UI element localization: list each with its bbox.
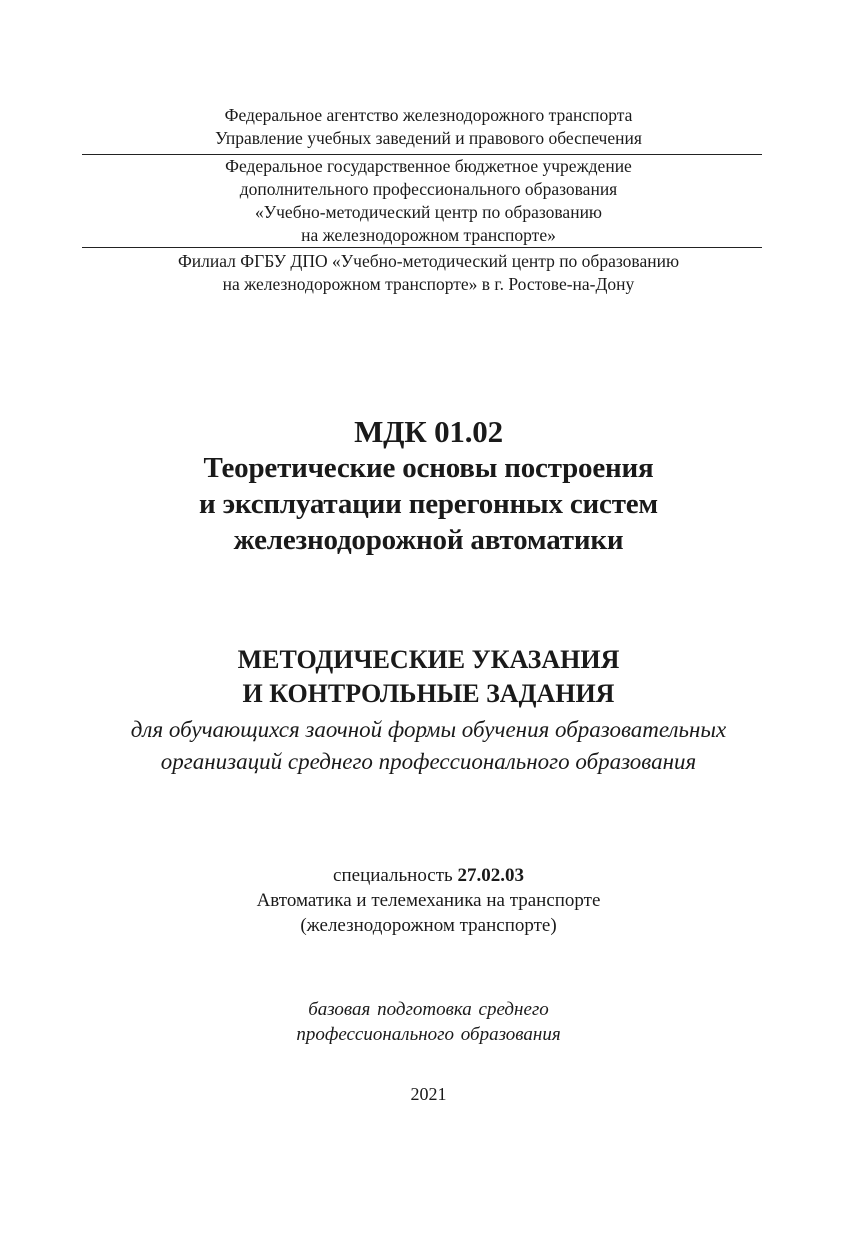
institution-line: «Учебно-методический центр по образованию <box>254 202 603 222</box>
institution-line: на железнодорожном транспорте» <box>301 225 556 245</box>
course-title-line: железнодорожной автоматики <box>233 524 624 556</box>
audience-line: организаций среднего профессионального образования <box>160 749 697 774</box>
branch-line: Филиал ФГБУ ДПО «Учебно-методический центр по образованию <box>177 251 680 271</box>
course-code: МДК 01.02 <box>354 414 503 449</box>
agency-block <box>0 104 857 150</box>
education-level-line: профессионального образования <box>296 1024 561 1045</box>
course-title-line: и эксплуатации перегонных систем <box>199 488 658 520</box>
branch-block <box>0 250 857 296</box>
specialty-label: специальность <box>333 865 453 886</box>
audience-line: для обучающихся заочной формы обучения образовательных <box>130 717 727 742</box>
agency-line: Федеральное агентство железнодорожного транспорта <box>224 105 633 125</box>
specialty-heading <box>0 863 857 888</box>
header-divider <box>82 247 762 248</box>
branch-line: на железнодорожном транспорте» в г. Ростове-на-Дону <box>222 274 635 294</box>
course-title-line: Теоретические основы построения <box>203 452 654 484</box>
education-level-block <box>0 997 857 1047</box>
publication-year: 2021 <box>410 1084 447 1104</box>
course-title-block <box>0 414 857 558</box>
agency-line: Управление учебных заведений и правового обеспечения <box>215 128 642 148</box>
institution-block <box>0 155 857 247</box>
specialty-block <box>0 863 857 938</box>
audience-block <box>0 714 857 778</box>
institution-line: дополнительного профессионального образования <box>239 179 618 199</box>
document-type-block <box>0 643 857 711</box>
document-type-line: И КОНТРОЛЬНЫЕ ЗАДАНИЯ <box>242 679 615 708</box>
institution-line: Федеральное государственное бюджетное учреждение <box>225 156 632 176</box>
education-level-line: базовая подготовка среднего <box>308 999 549 1020</box>
document-type-line: МЕТОДИЧЕСКИЕ УКАЗАНИЯ <box>237 645 620 674</box>
specialty-name-line: Автоматика и телемеханика на транспорте <box>256 890 601 911</box>
specialty-name-line: (железнодорожном транспорте) <box>300 915 557 936</box>
specialty-code: 27.02.03 <box>457 865 524 886</box>
